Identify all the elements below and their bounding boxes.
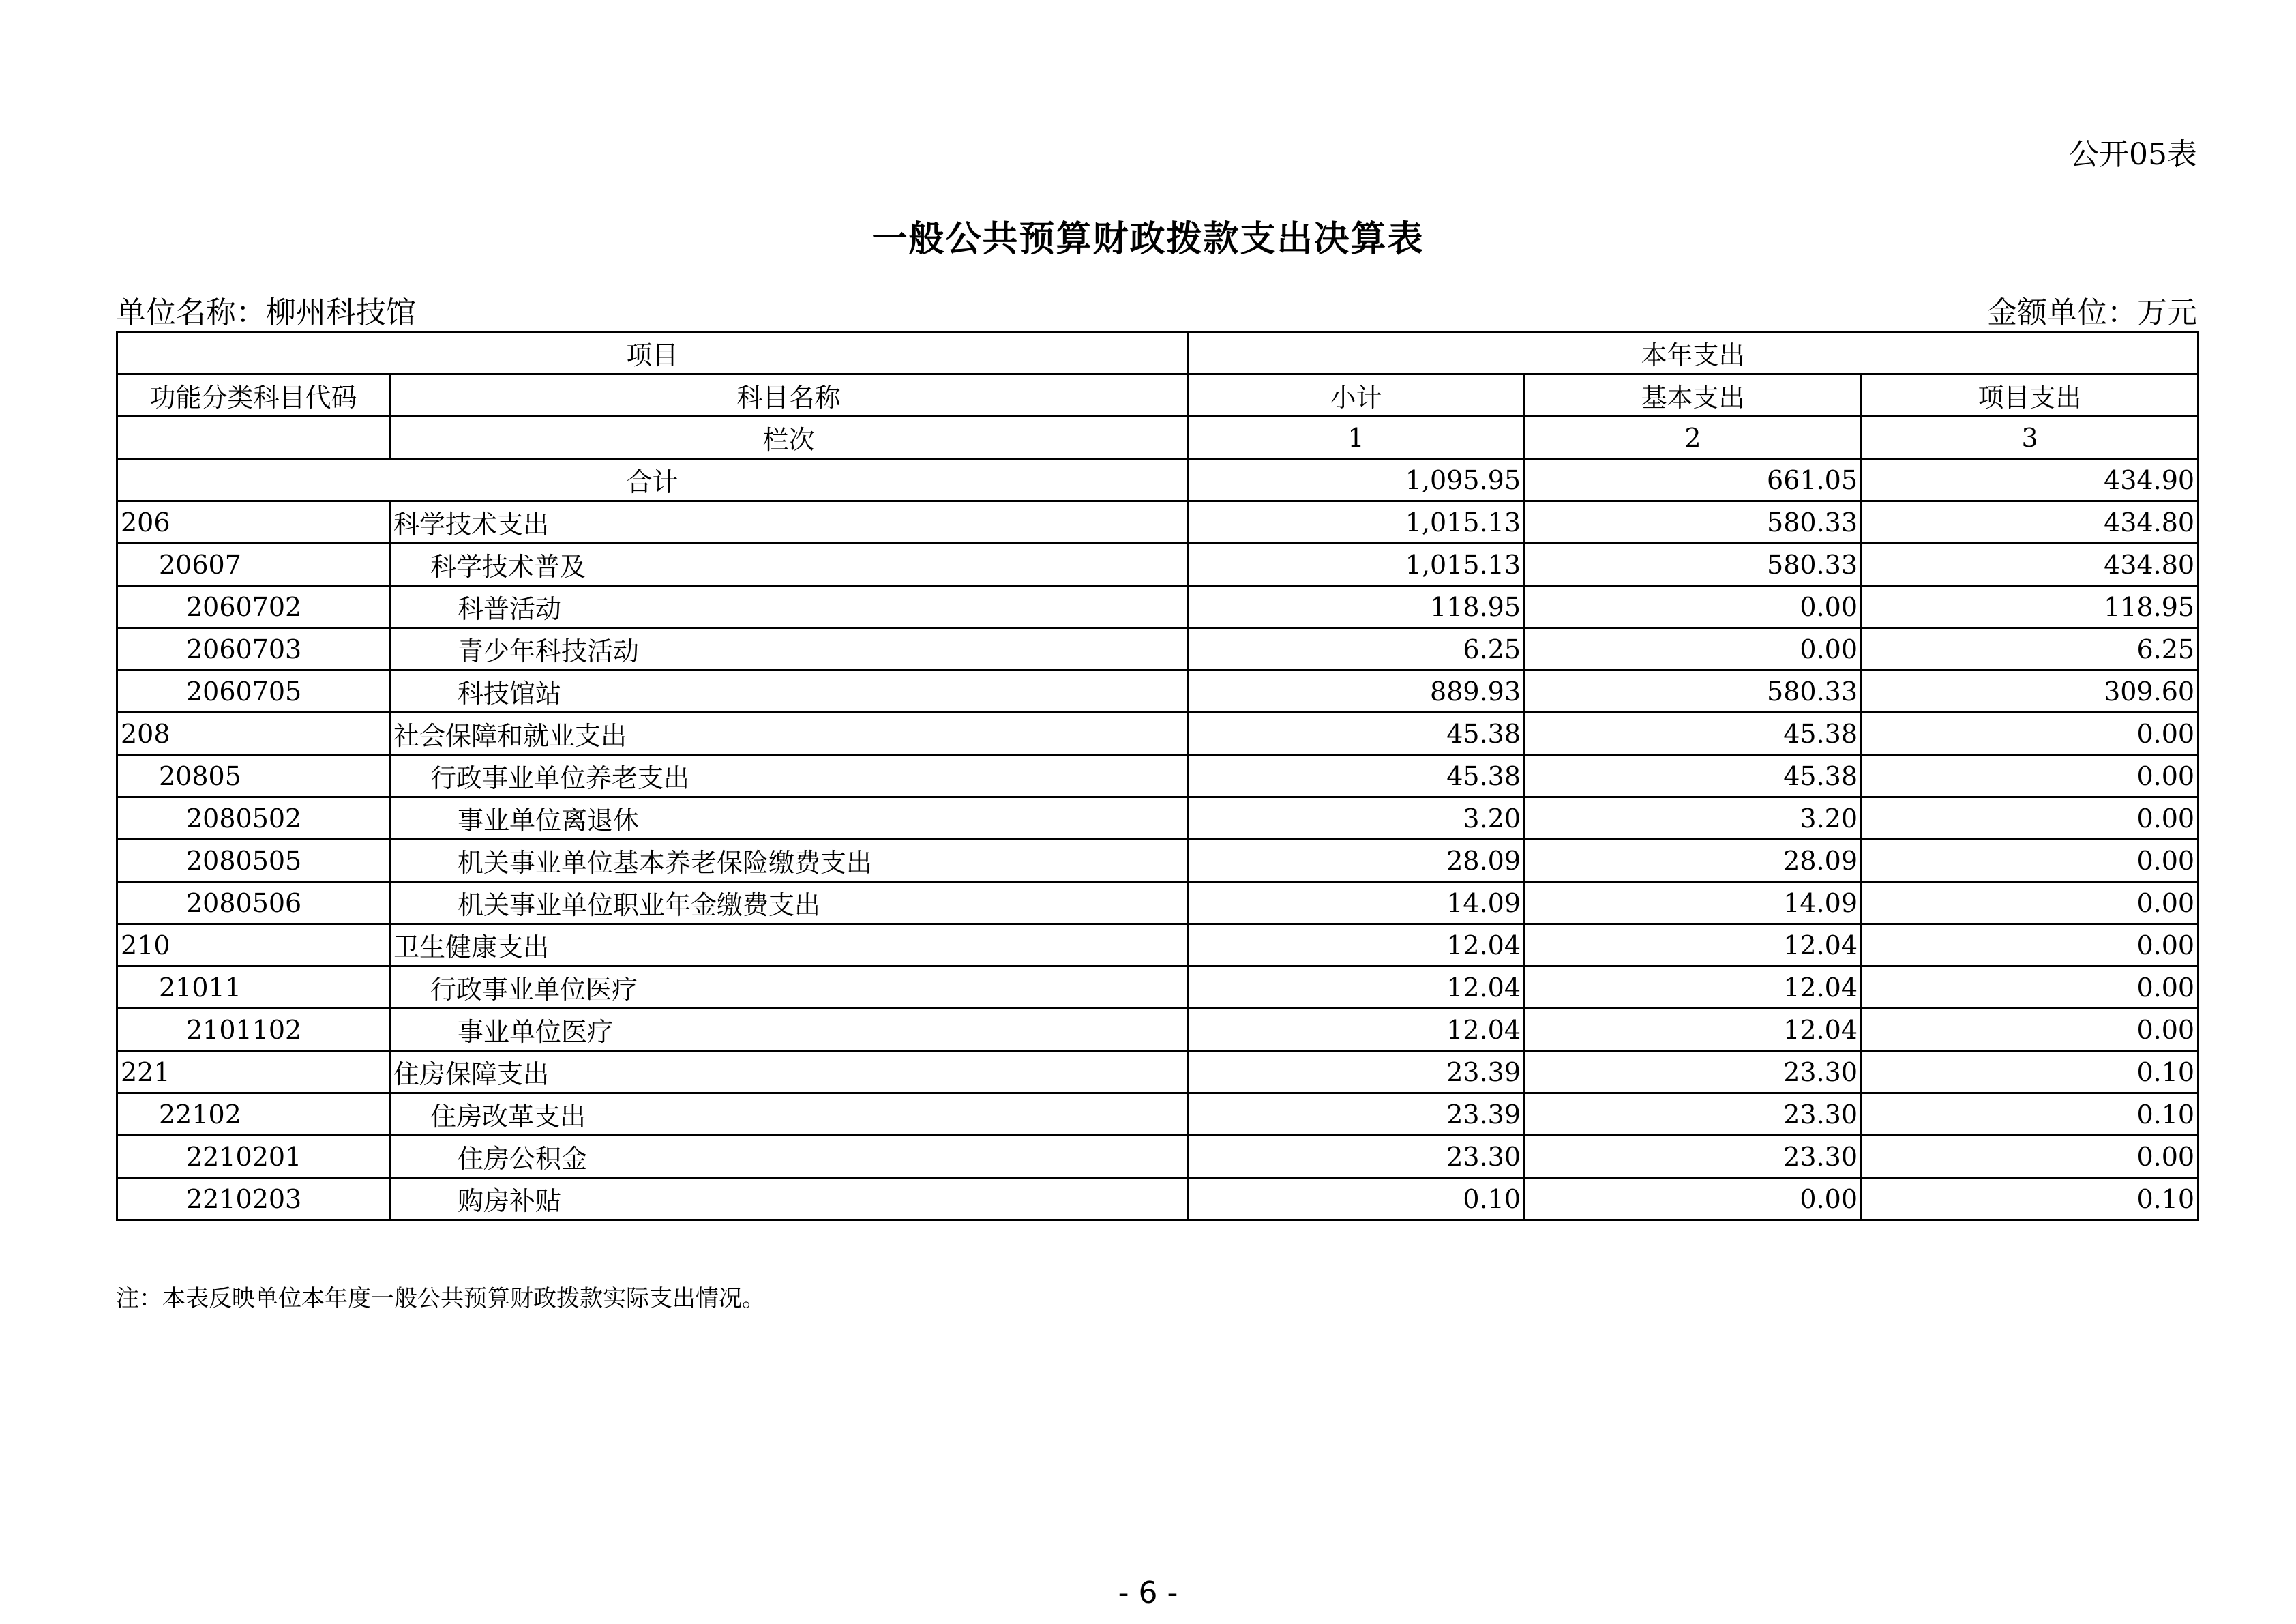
row-project: 434.80 (1862, 544, 2198, 586)
budget-table (116, 331, 2199, 1221)
row-code: 22102 (117, 1093, 390, 1136)
row-name: 住房改革支出 (390, 1093, 1188, 1136)
row-project: 0.00 (1862, 924, 2198, 966)
header-row-1 (117, 332, 2198, 374)
row-name: 卫生健康支出 (390, 924, 1188, 966)
unit-name: 单位名称：柳州科技馆 (116, 295, 416, 330)
row-name: 科技馆站 (390, 670, 1188, 713)
row-subtotal: 14.09 (1188, 882, 1525, 924)
row-code: 2080502 (117, 797, 390, 840)
row-basic: 12.04 (1525, 924, 1862, 966)
row-subtotal: 6.25 (1188, 628, 1525, 670)
row-project: 118.95 (1862, 586, 2198, 628)
table-row (117, 924, 2198, 966)
row-code: 21011 (117, 966, 390, 1009)
row-subtotal: 3.20 (1188, 797, 1525, 840)
row-code: 20805 (117, 755, 390, 797)
row-project: 0.00 (1862, 840, 2198, 882)
row-name: 行政事业单位医疗 (390, 966, 1188, 1009)
amount-unit: 金额单位：万元 (1987, 295, 2197, 330)
row-basic: 23.30 (1525, 1051, 1862, 1093)
table-row (117, 797, 2198, 840)
row-code: 221 (117, 1051, 390, 1093)
row-basic: 0.00 (1525, 1178, 1862, 1220)
table-row (117, 1136, 2198, 1178)
table-row (117, 840, 2198, 882)
table-row (117, 1093, 2198, 1136)
row-code: 20607 (117, 544, 390, 586)
row-name: 科学技术普及 (390, 544, 1188, 586)
row-name: 科学技术支出 (390, 501, 1188, 544)
row-project: 0.00 (1862, 797, 2198, 840)
row-code: 2101102 (117, 1009, 390, 1051)
row-name: 住房保障支出 (390, 1051, 1188, 1093)
row-project: 0.00 (1862, 966, 2198, 1009)
row-project: 6.25 (1862, 628, 2198, 670)
row-code: 208 (117, 713, 390, 755)
row-subtotal: 1,015.13 (1188, 544, 1525, 586)
row-subtotal: 0.10 (1188, 1178, 1525, 1220)
header-project: 项目支出 (1862, 374, 2198, 417)
row-code: 2060702 (117, 586, 390, 628)
row-subtotal: 889.93 (1188, 670, 1525, 713)
row-project: 434.80 (1862, 501, 2198, 544)
row-basic: 580.33 (1525, 670, 1862, 713)
row-project: 0.10 (1862, 1093, 2198, 1136)
table-row (117, 966, 2198, 1009)
total-label: 合计 (117, 459, 1188, 501)
total-basic: 661.05 (1525, 459, 1862, 501)
row-code: 210 (117, 924, 390, 966)
row-basic: 45.38 (1525, 755, 1862, 797)
row-code: 2210201 (117, 1136, 390, 1178)
row-basic: 3.20 (1525, 797, 1862, 840)
row-name: 行政事业单位养老支出 (390, 755, 1188, 797)
row-basic: 28.09 (1525, 840, 1862, 882)
row-basic: 14.09 (1525, 882, 1862, 924)
row-project: 0.10 (1862, 1051, 2198, 1093)
row-basic: 45.38 (1525, 713, 1862, 755)
total-row (117, 459, 2198, 501)
row-project: 0.10 (1862, 1178, 2198, 1220)
header-col2: 2 (1525, 417, 1862, 459)
header-col3: 3 (1862, 417, 2198, 459)
table-row (117, 1051, 2198, 1093)
row-code: 2080506 (117, 882, 390, 924)
header-name: 科目名称 (390, 374, 1188, 417)
table-row (117, 501, 2198, 544)
row-basic: 12.04 (1525, 1009, 1862, 1051)
table-row (117, 1178, 2198, 1220)
row-subtotal: 23.39 (1188, 1093, 1525, 1136)
row-basic: 23.30 (1525, 1093, 1862, 1136)
header-row-2 (117, 374, 2198, 417)
table-note: 注：本表反映单位本年度一般公共预算财政拨款实际支出情况。 (116, 1285, 765, 1312)
table-row (117, 544, 2198, 586)
row-project: 0.00 (1862, 1009, 2198, 1051)
row-subtotal: 23.30 (1188, 1136, 1525, 1178)
row-name: 机关事业单位基本养老保险缴费支出 (390, 840, 1188, 882)
table-row (117, 670, 2198, 713)
row-name: 住房公积金 (390, 1136, 1188, 1178)
row-name: 科普活动 (390, 586, 1188, 628)
row-name: 事业单位医疗 (390, 1009, 1188, 1051)
table-body (117, 332, 2198, 1220)
header-row-3 (117, 417, 2198, 459)
page-title: 一般公共预算财政拨款支出决算表 (871, 219, 1425, 260)
table-row (117, 882, 2198, 924)
row-project: 0.00 (1862, 1136, 2198, 1178)
header-basic: 基本支出 (1525, 374, 1862, 417)
table-row (117, 586, 2198, 628)
header-current-year: 本年支出 (1188, 332, 2198, 374)
row-subtotal: 28.09 (1188, 840, 1525, 882)
row-subtotal: 45.38 (1188, 713, 1525, 755)
row-basic: 580.33 (1525, 501, 1862, 544)
row-subtotal: 12.04 (1188, 924, 1525, 966)
row-code: 206 (117, 501, 390, 544)
row-subtotal: 1,015.13 (1188, 501, 1525, 544)
row-project: 0.00 (1862, 882, 2198, 924)
header-subtotal: 小计 (1188, 374, 1525, 417)
row-name: 社会保障和就业支出 (390, 713, 1188, 755)
table-number: 公开05表 (2069, 137, 2197, 172)
row-subtotal: 12.04 (1188, 966, 1525, 1009)
page-number: - 6 - (1118, 1576, 1178, 1610)
header-col1: 1 (1188, 417, 1525, 459)
header-item: 项目 (117, 332, 1188, 374)
row-name: 青少年科技活动 (390, 628, 1188, 670)
row-name: 机关事业单位职业年金缴费支出 (390, 882, 1188, 924)
table-row (117, 628, 2198, 670)
row-project: 0.00 (1862, 713, 2198, 755)
row-project: 309.60 (1862, 670, 2198, 713)
row-code: 2060705 (117, 670, 390, 713)
row-basic: 12.04 (1525, 966, 1862, 1009)
row-subtotal: 45.38 (1188, 755, 1525, 797)
row-name: 购房补贴 (390, 1178, 1188, 1220)
row-basic: 0.00 (1525, 628, 1862, 670)
row-subtotal: 118.95 (1188, 586, 1525, 628)
row-project: 0.00 (1862, 755, 2198, 797)
table-row (117, 1009, 2198, 1051)
row-basic: 580.33 (1525, 544, 1862, 586)
empty-cell (117, 417, 390, 459)
row-subtotal: 12.04 (1188, 1009, 1525, 1051)
header-code: 功能分类科目代码 (117, 374, 390, 417)
row-name: 事业单位离退休 (390, 797, 1188, 840)
total-subtotal: 1,095.95 (1188, 459, 1525, 501)
row-code: 2080505 (117, 840, 390, 882)
row-code: 2060703 (117, 628, 390, 670)
row-basic: 23.30 (1525, 1136, 1862, 1178)
header-column-order: 栏次 (390, 417, 1188, 459)
table-row (117, 755, 2198, 797)
table-row (117, 713, 2198, 755)
row-code: 2210203 (117, 1178, 390, 1220)
row-basic: 0.00 (1525, 586, 1862, 628)
row-subtotal: 23.39 (1188, 1051, 1525, 1093)
total-project: 434.90 (1862, 459, 2198, 501)
